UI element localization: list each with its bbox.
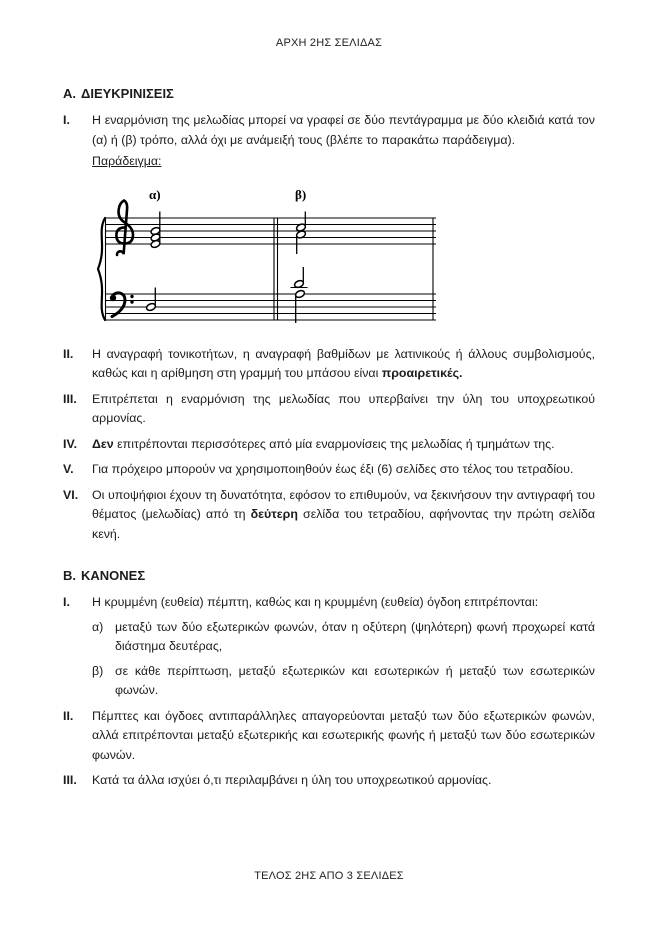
page-header: ΑΡΧΗ 2ΗΣ ΣΕΛΙΔΑΣ: [275, 37, 383, 49]
variant-a-label: α): [149, 186, 161, 202]
item-marker: I.: [63, 595, 70, 609]
item-text: Κατά τα άλλα ισχύει ό,τι περιλαμβάνει η ύλη του υποχρεωτικού αρμονίας.: [92, 773, 492, 787]
document-body: [63, 86, 595, 797]
grand-staff: [92, 184, 444, 332]
subitem-text: σε κάθε περίπτωση, μεταξύ εξωτερικών και εσωτερικών ή μεταξύ των εσωτερικών φωνών.: [115, 663, 595, 697]
section-a-heading: [63, 86, 595, 101]
item-text: [92, 593, 595, 701]
treble-clef-icon: [116, 200, 133, 255]
music-example: [92, 184, 595, 337]
item-text: [92, 111, 595, 172]
sub-list-item: [92, 618, 595, 657]
subitem-marker: β): [92, 663, 104, 678]
item-marker: II.: [63, 708, 74, 723]
item-text: Για πρόχειρο μπορούν να χρησιμοποιηθούν έως έξι (6) σελίδες στο τέλος του τετραδίου.: [92, 462, 574, 476]
variant-b-label: β): [295, 186, 307, 202]
sub-list-item: [92, 662, 595, 701]
item-paragraph: Η εναρμόνιση της μελωδίας μπορεί να γραφεί σε δύο πεντάγραμμα με δύο κλειδιά κατά τον (α) ή (β) τρόπο, αλλά όχι με ανάμειξή τους (βλέπε το παρακάτω παράδειγμα).: [92, 113, 595, 147]
bass-clef-dot: [130, 300, 133, 303]
item-marker: II.: [63, 346, 74, 361]
item-text: Επιτρέπεται η εναρμόνιση της μελωδίας που υπερβαίνει την ύλη του υποχρεωτικού αρμονίας.: [92, 391, 595, 425]
list-item: [63, 593, 595, 701]
item-paragraph: Η κρυμμένη (ευθεία) πέμπτη, καθώς και η κρυμμένη (ευθεία) όγδοη επιτρέπονται:: [92, 595, 539, 609]
list-item: [63, 390, 595, 429]
item-marker: III.: [63, 773, 77, 787]
bass-clef-dot: [130, 294, 133, 297]
list-item: [63, 707, 595, 766]
list-item: [63, 345, 595, 384]
item-text: Δεν επιτρέπονται περισσότερες από μία εναρμονίσεις της μελωδίας ή τμημάτων της.: [92, 436, 555, 451]
section-marker: Α.: [63, 86, 76, 101]
item-marker: IV.: [63, 436, 78, 451]
item-marker: I.: [63, 113, 70, 127]
list-item: [63, 435, 595, 455]
example-label: Παράδειγμα:: [92, 154, 162, 168]
section-b-heading: [63, 568, 595, 583]
item-text: Οι υποψήφιοι έχουν τη δυνατότητα, εφόσον το επιθυμούν, να ξεκινήσουν την αντιγραφή του θέματος (μελωδίας) από τη δεύτερη σελίδα του τετραδίου, αφήνοντας την πρώτη σελίδα κενή.: [92, 487, 596, 541]
item-text: Η αναγραφή τονικοτήτων, η αναγραφή βαθμίδων με λατινικούς ή άλλους συμβολισμούς, καθώς και η αρίθμηση στη γραμμή του μπάσου είναι προαιρετικές.: [92, 346, 595, 380]
list-item: [63, 111, 595, 172]
item-text: Πέμπτες και όγδοες αντιπαράλληλες απαγορεύονται μεταξύ των δύο εξωτερικών φωνών, αλλά επιτρέπονται μεταξύ εξωτερικής και εσωτερικής φωνής ή μεταξύ των δύο εσωτερικών φωνών.: [92, 708, 595, 762]
item-marker: III.: [63, 391, 77, 406]
list-item: [63, 486, 595, 545]
list-item: [63, 771, 595, 791]
item-marker: VI.: [63, 487, 79, 502]
section-title: ΚΑΝΟΝΕΣ: [81, 568, 146, 583]
section-title: ΔΙΕΥΚΡΙΝΙΣΕΙΣ: [81, 86, 174, 101]
section-marker: Β.: [63, 568, 76, 583]
subitem-text: μεταξύ των δύο εξωτερικών φωνών, όταν η οξύτερη (ψηλότερη) φωνή προχωρεί κατά διάστημα δευτέρας,: [115, 619, 595, 653]
item-marker: V.: [63, 462, 74, 476]
page-footer: ΤΕΛΟΣ 2ΗΣ ΑΠΟ 3 ΣΕΛΙΔΕΣ: [254, 870, 404, 882]
subitem-marker: α): [92, 619, 104, 634]
brace-icon: [98, 218, 105, 320]
list-item: [63, 460, 595, 480]
